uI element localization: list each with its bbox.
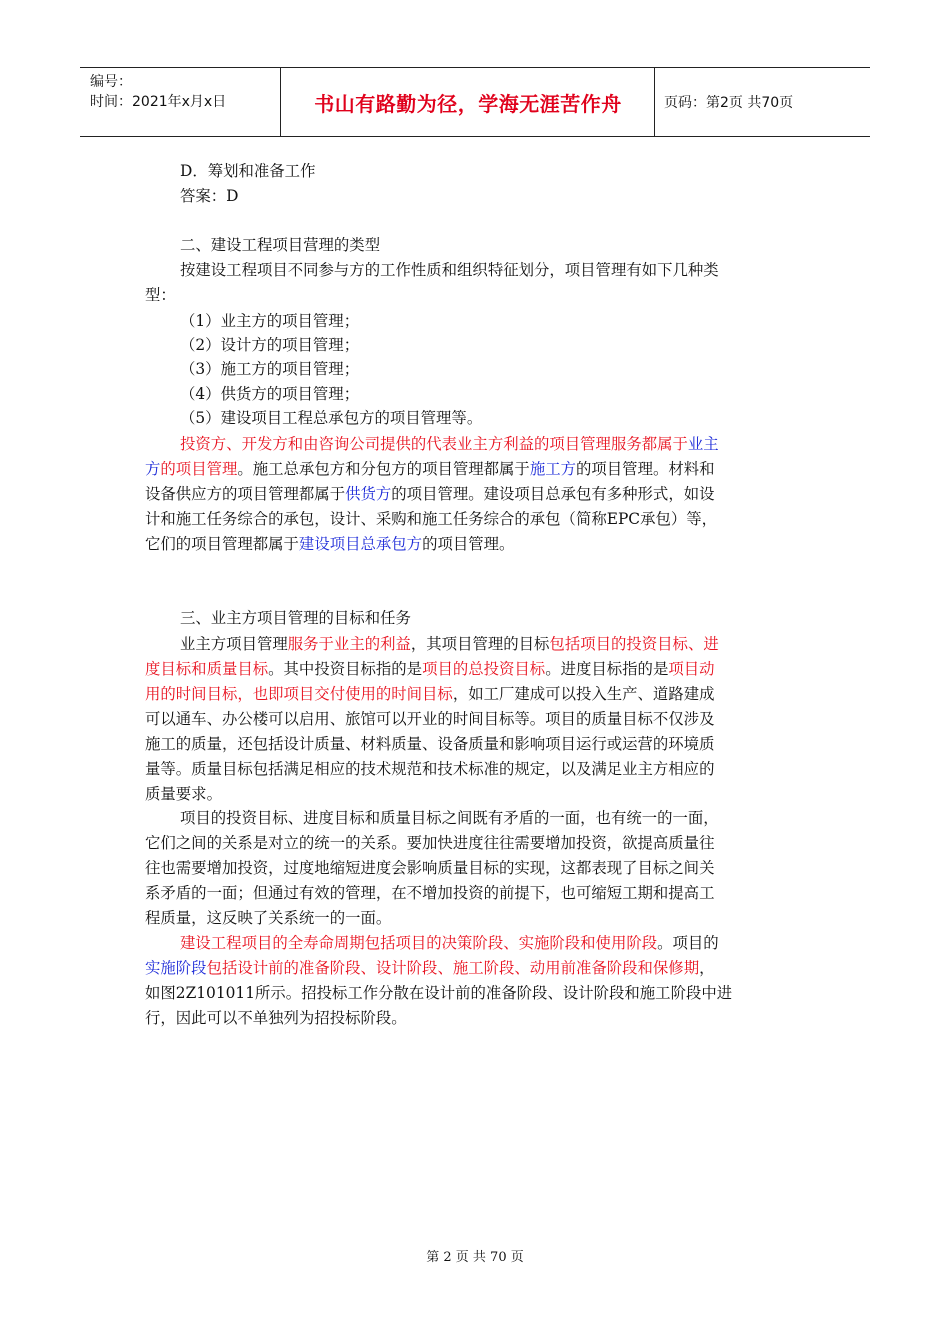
text-run: ，	[699, 959, 715, 977]
paragraph-line	[145, 532, 514, 557]
answer-line: 答案：D	[180, 187, 239, 205]
highlight-red: 度目标和质量目标	[145, 660, 269, 678]
highlight-red: 项目动	[668, 660, 715, 678]
paragraph-line: 如图2Z101011所示。招投标工作分散在设计前的准备阶段、设计阶段和施工阶段中进	[145, 984, 733, 1002]
section-heading-3: 三、业主方项目管理的目标和任务	[180, 609, 411, 627]
paragraph-line	[145, 482, 715, 507]
paragraph-line: 项目的投资目标、进度目标和质量目标之间既有矛盾的一面，也有统一的一面，	[180, 809, 719, 827]
list-item: （2）设计方的项目管理；	[180, 336, 360, 354]
list-item: （3）施工方的项目管理；	[180, 360, 360, 378]
text-run: 业主方项目管理	[180, 635, 288, 653]
paragraph-line: 施工的质量，还包括设计质量、材料质量、设备质量和影响项目运行或运营的环境质	[145, 735, 715, 753]
highlight-red: 项目的总投资目标	[422, 660, 546, 678]
highlight-blue: 施工方	[529, 460, 576, 478]
text-run: 。进度目标指的是	[545, 660, 669, 678]
highlight-blue: 业主	[687, 435, 719, 453]
highlight-blue: 供货方	[345, 485, 392, 503]
highlight-blue: 方	[145, 460, 161, 478]
paragraph-line: 可以通车、办公楼可以启用、旅馆可以开业的时间目标等。项目的质量目标不仅涉及	[145, 710, 715, 728]
text-run: 它们的项目管理都属于	[145, 535, 299, 553]
highlight-red: 的项目管理	[160, 460, 238, 478]
paragraph-line: 计和施工任务综合的承包，设计、采购和施工任务综合的承包（简称EPC承包）等，	[145, 510, 718, 528]
list-item: （5）建设项目工程总承包方的项目管理等。	[180, 409, 483, 427]
highlight-red: 用的时间目标，也即项目交付使用的时间目标	[145, 685, 453, 703]
highlight-red: 建设工程项目的全寿命周期包括项目的决策阶段、实施阶段和使用阶段	[180, 934, 658, 952]
doc-number-label: 编号：	[90, 74, 132, 90]
highlight-red: 服务于业主的利益	[287, 635, 411, 653]
header-divider	[654, 68, 655, 136]
header-motto: 书山有路勤为径，学海无涯苦作舟	[314, 91, 622, 116]
paragraph-line	[180, 632, 719, 657]
paragraph-line	[180, 931, 719, 956]
doc-date-label: 时间：2021年x月x日	[90, 94, 227, 110]
text-run: 的项目管理。材料和	[576, 460, 715, 478]
paragraph-line: 型：	[145, 286, 176, 304]
header-meta	[80, 68, 280, 136]
text-run: 。项目的	[657, 934, 719, 952]
highlight-red: 投资方、开发方和由咨询公司提供的代表业主方利益的项目管理服务都属于	[180, 435, 688, 453]
paragraph-line	[145, 457, 715, 482]
paragraph-line: 程质量，这反映了关系统一的一面。	[145, 909, 392, 927]
paragraph-line: 行，因此可以不单独列为招投标阶段。	[145, 1009, 407, 1027]
highlight-blue: 建设项目总承包方	[298, 535, 423, 553]
paragraph-line	[180, 432, 719, 457]
paragraph-line: 它们之间的关系是对立的统一的关系。要加快进度往往需要增加投资，欲提高质量往	[145, 834, 715, 852]
text-run: 设备供应方的项目管理都属于	[145, 485, 346, 503]
page-footer: 第 2 页 共 70 页	[426, 1250, 524, 1265]
paragraph-line: 按建设工程项目不同参与方的工作性质和组织特征划分，项目管理有如下几种类	[180, 261, 719, 279]
text-run: 的项目管理。建设项目总承包有多种形式，如设	[391, 485, 715, 503]
paragraph-line: 质量要求。	[145, 785, 222, 803]
text-run: 的项目管理。	[422, 535, 515, 553]
highlight-blue: 实施阶段	[145, 959, 207, 977]
text-run: ，如工厂建成可以投入生产、道路建成	[452, 685, 715, 703]
text-run: ，其项目管理的目标	[410, 635, 550, 653]
paragraph-line: 往也需要增加投资，过度地缩短进度会影响质量目标的实现，这都表现了目标之间关	[145, 859, 715, 877]
text-run: 。其中投资目标指的是	[268, 660, 423, 678]
list-item: （4）供货方的项目管理；	[180, 385, 360, 403]
section-heading-2: 二、建设工程项目营理的类型	[180, 236, 381, 254]
header-page-label: 页码：第2页 共70页	[664, 95, 794, 111]
page-header	[80, 67, 870, 137]
paragraph-line	[145, 956, 715, 981]
paragraph-line	[145, 657, 715, 682]
paragraph-line	[145, 682, 714, 707]
text-run: 。施工总承包方和分包方的项目管理都属于	[237, 460, 530, 478]
highlight-red: 包括项目的投资目标、进	[549, 635, 719, 653]
paragraph-line: 量等。质量目标包括满足相应的技术规范和技术标准的规定，以及满足业主方相应的	[145, 760, 715, 778]
highlight-red: 包括设计前的准备阶段、设计阶段、施工阶段、动用前准备阶段和保修期	[206, 959, 700, 977]
list-item: （1）业主方的项目管理；	[180, 312, 360, 330]
option-d: D．筹划和准备工作	[180, 162, 316, 180]
header-divider	[280, 68, 281, 136]
paragraph-line: 系矛盾的一面；但通过有效的管理，在不增加投资的前提下，也可缩短工期和提高工	[145, 884, 715, 902]
